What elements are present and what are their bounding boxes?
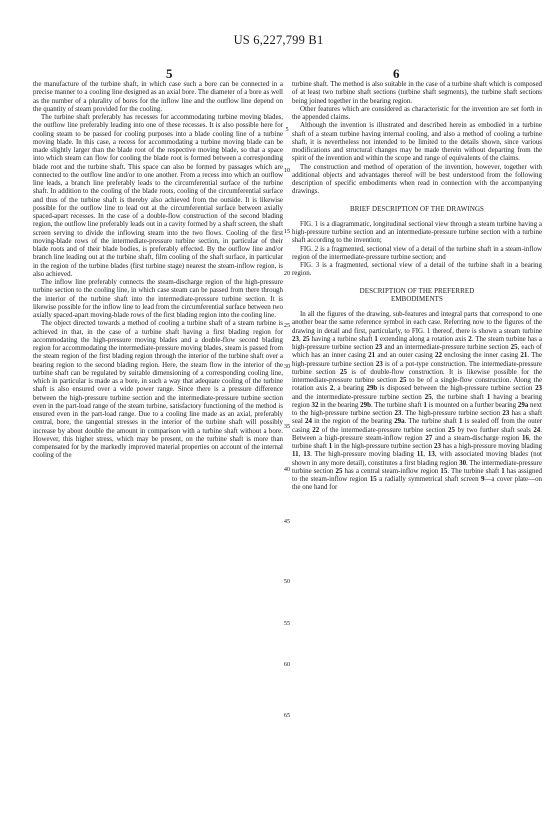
margin-line-number: 50 xyxy=(283,578,291,585)
right-text-column xyxy=(292,80,542,492)
paragraph: The turbine shaft preferably has recesses for accommodating turbine moving blades, the outflow line preferably leading into one of these recesses. It is also possible here for cooling steam to be passed for cooling purposes into a blade cooling line of a turbine moving blade. In this case, a recess for accommodating a turbine moving blade can be made slightly larger than the blade root of the respective moving blade, so that a space into which steam can flow for cooling the blade root is formed between a corresponding blade root and the turbine shaft. This space can also be formed by passages which are connected to the outflow line and/or to one another. From a recess into which an outflow line leads, a branch line preferably leads to the circumferential surface of the turbine shaft. In addition to the cooling of the blade roots, cooling of the circumferential surface and thus of the turbine shaft is thereby also achieved from the outside. It is likewise possible for the outflow line to lead out at the circumferential surface between axially spaced-apart recesses. In the case of a double-flow construction of the second blading region, the outflow line preferably leads out in a cavity formed by a shaft screen, the shaft screen serving to divide the inflowing steam into the two flows. Cooling of the first moving-blade rows of the intermediate-pressure turbine section, in particular of their blade roots and of their blade bodies, is preferably effected. By the outflow line and/or branch line leading out at the turbine shaft, film cooling of the shaft surface, in particular in the region of the turbine blades (first turbine stage) nearest the steam-inflow region, is also achieved. xyxy=(33,113,283,278)
left-text-column xyxy=(33,80,283,460)
section-heading-drawings: BRIEF DESCRIPTION OF THE DRAWINGS xyxy=(349,204,485,213)
paragraph: Other features which are considered as characteristic for the invention are set forth in the appended claims. xyxy=(292,104,542,121)
right-column-number: 6 xyxy=(393,66,400,81)
margin-line-number: 10 xyxy=(283,167,291,174)
paragraph-embodiment: In all the figures of the drawing, sub-features and integral parts that correspond to one another bear the same reference symbol in each case. Referring now to the figures of the drawing in detail and first, particularly, to FIG. 1 thereof, there is shown a steam turbine 23, 25 having a turbine shaft 1 extending along a rotation axis 2. The steam turbine has a high-pressure turbine section 23 and an intermediate-pressure turbine section 25, each of which has an inner casing 21 and an outer casing 22 enclosing the inner casing 21. The high-pressure turbine section 23 is of a pot-type construction. The intermediate-pressure turbine section 25 is of double-flow construction. It is likewise possible for the intermediate-pressure turbine section 25 to be of a single-flow construction. Along the rotation axis 2, a bearing 29b is disposed between the high-pressure turbine section 23 and the intermediate-pressure turbine section 25, the turbine shaft 1 having a bearing region 32 in the bearing 29b. The turbine shaft 1 is mounted on a further bearing 29a next to the high-pressure turbine section 23. The high-pressure turbine section 23 has a shaft seal 24 in the region of the bearing 29a. The turbine shaft 1 is sealed off from the outer casing 22 of the intermediate-pressure turbine section 25 by two further shaft seals 24. Between a high-pressure steam-inflow region 27 and a steam-discharge region 16, the turbine shaft 1 in the high-pressure turbine section 23 has a high-pressure moving blading 11, 13. The high-pressure moving blading 11, 13, with associated moving blades (not shown in any more detail), constitutes a first blading region 30. The intermediate-pressure turbine section 25 has a central steam-inflow region 15. The turbine shaft 1 has assigned to the steam-inflow region 15 a radially symmetrical shaft screen 9—a cover plate—on the one hand for xyxy=(292,310,543,492)
margin-line-number: 65 xyxy=(283,712,291,719)
left-column-number: 5 xyxy=(166,66,173,81)
section-heading-embodiments xyxy=(292,287,542,304)
paragraph: the manufacture of the turbine shaft, in which case such a bore can be connected in a precise manner to a cooling line designed as an axial bore. The diameter of a bore as well as the number of a plurality of bores for the inflow line and the outflow line depend on the quantity of steam provided for the cooling. xyxy=(33,80,283,113)
margin-line-number: 45 xyxy=(283,518,291,525)
margin-line-number: 25 xyxy=(283,322,291,329)
heading-line: EMBODIMENTS xyxy=(391,294,443,303)
figure-description: FIG. 3 is a fragmented, sectional view of a detail of the turbine shaft in a bearing region. xyxy=(292,261,542,278)
patent-number: US 6,227,799 B1 xyxy=(233,33,324,47)
margin-line-number: 5 xyxy=(285,126,289,133)
margin-line-number: 40 xyxy=(283,466,291,473)
margin-line-number: 30 xyxy=(283,363,291,370)
margin-line-number: 55 xyxy=(283,620,291,627)
figure-description: FIG. 2 is a fragmented, sectional view of a detail of the turbine shaft in a steam-inflow region of the intermediate-pressure turbine section; and xyxy=(292,244,542,261)
margin-line-number: 20 xyxy=(283,270,291,277)
paragraph: The inflow line preferably connects the steam-discharge region of the high-pressure turbine section to the cooling line, in which case steam can be passed from there through the interior of the turbine shaft into the intermediate-pressure turbine section. It is likewise possible for the inflow line to lead from the circumferential surface between two axially spaced-apart moving-blade rows of the first blading region into the cooling line. xyxy=(33,278,283,319)
heading-line: DESCRIPTION OF THE PREFERRED xyxy=(359,286,475,295)
paragraph: The object directed towards a method of cooling a turbine shaft of a steam turbine is achieved in that, in the case of a turbine shaft having a first blading region for accommodating the high-pressure moving blades and a double-flow second blading region for accommodating the intermediate-pressure moving blades, steam is passed from the steam region of the first blading region through the interior of the turbine shaft over a bearing region to the second blading region. Here, the steam flow in the interior of the turbine shaft can be regulated by suitable dimensioning of a corresponding cooling line, which in particular is made as a bore, in such a way that adequate cooling of the turbine shaft is also ensured over a wide power range. Since there is a pressure difference between the high-pressure turbine section and the intermediate-pressure turbine section even in the part-load range of the steam turbine, satisfactory functioning of the method is ensured even in the part-load range. Due to a cooling line made as an axial, preferably central, bore, the tangential stresses in the interior of the turbine shaft will possibly increase by about double the amount in comparison with a turbine shaft without a bore. However, this higher stress, which may be present, on the turbine shaft is more than compensated for by the markedly improved material properties on account of the internal cooling of the xyxy=(33,319,283,460)
paragraph: The construction and method of operation of the invention, however, together with additional objects and advantages thereof will be best understood from the following description of specific embodiments when read in connection with the accompanying drawings. xyxy=(292,162,542,196)
paragraph: Although the invention is illustrated and described herein as embodied in a turbine shaft of a steam turbine having internal cooling, and also a method of cooling a turbine shaft, it is nevertheless not intended to be limited to the details shown, since various modifications and structural changes may be made therein without departing from the spirit of the invention and within the scope and range of equivalents of the claims. xyxy=(292,121,542,163)
paragraph: turbine shaft. The method is also suitable in the case of a turbine shaft which is composed of at least two turbine shaft sections (turbine shaft segments), the turbine shaft sections being joined together in the bearing region. xyxy=(292,80,542,105)
margin-line-number: 35 xyxy=(283,423,291,430)
margin-line-number: 15 xyxy=(283,228,291,235)
figure-description: FIG. 1 is a diagrammatic, longitudinal sectional view through a steam turbine having a high-pressure turbine section and an intermediate-pressure turbine section with a turbine shaft according to the invention; xyxy=(292,219,542,245)
margin-line-number: 60 xyxy=(283,661,291,668)
